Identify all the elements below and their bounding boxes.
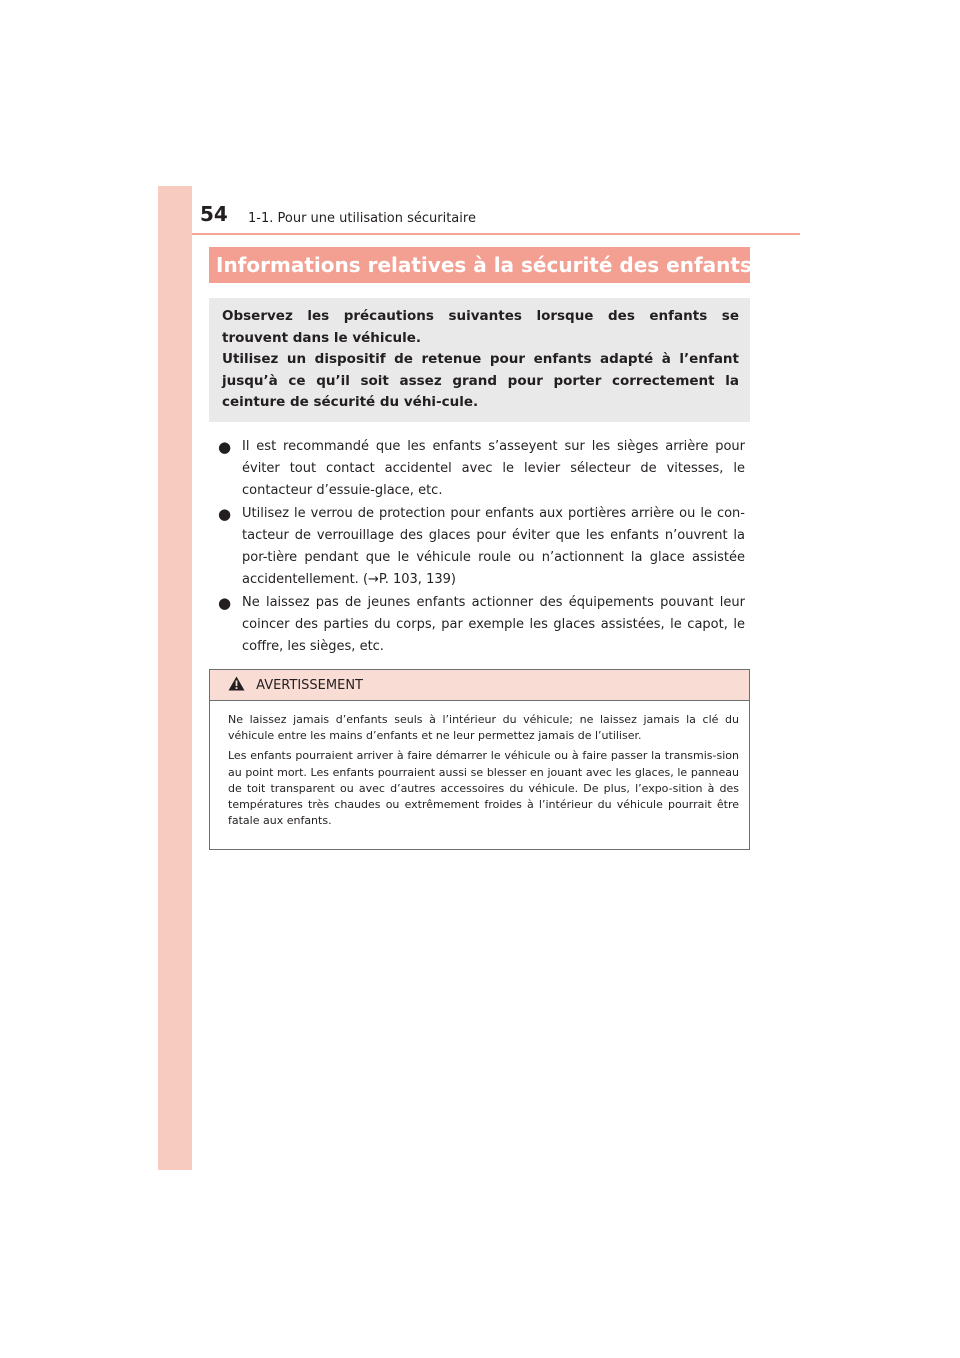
bullet-list [218,436,745,659]
list-item [218,503,745,591]
title-bar [209,247,750,283]
warning-paragraph: Ne laissez jamais d’enfants seuls à l’intérieur du véhicule; ne laissez jamais la clé du véhicule entre les mains d’enfants et ne leur permettez jamais de l’utiliser. [228,713,739,743]
header-rule [192,233,800,235]
intro-paragraph: Observez les précautions suivantes lorsque des enfants se trouvent dans le véhicule. [222,308,739,346]
list-item-text: Il est recommandé que les enfants s’asseyent sur les sièges arrière pour éviter tout contact accidentel avec le levier sélecteur de vitesses, le contacteur d’essuie-glace, etc. [242,439,745,498]
list-item [218,592,745,658]
page-title: Informations relatives à la sécurité des enfants [216,253,752,277]
bullet-icon: ● [218,505,232,523]
bullet-icon: ● [218,594,232,612]
warning-heading: AVERTISSEMENT [256,678,363,693]
intro-box [209,298,750,422]
warning-triangle-icon [228,676,245,697]
warning-header [210,670,749,701]
side-tab-band [158,186,192,1170]
list-item-text: Ne laissez pas de jeunes enfants actionner des équipements pouvant leur coincer des parties du corps, par exemple les glaces assistées, le capot, le coffre, les sièges, etc. [242,595,745,654]
warning-paragraph: Les enfants pourraient arriver à faire démarrer le véhicule ou à faire passer la transmis-sion au point mort. Les enfants pourraient aussi se blesser en jouant avec les glaces, le panneau de toit transparent ou avec d’autres accessoires du véhicule. De plus, l’expo-sition à des températures très chaudes ou extrêmement froides à l’intérieur du véhicule pourrait être fatale aux enfants. [228,749,739,828]
section-label: 1-1. Pour une utilisation sécuritaire [248,211,476,226]
intro-paragraph: Utilisez un dispositif de retenue pour enfants adapté à l’enfant jusqu’à ce qu’il soit assez grand pour porter correctement la ceinture de sécurité du véhi-cule. [222,351,739,410]
list-item-text: Utilisez le verrou de protection pour enfants aux portières arrière ou le con-tacteur de verrouillage des glaces pour éviter que les enfants n’ouvrent la por-tière pendant que le véhicule roule ou n’actionnent la glace assistée accidentellement. (→P. 103, 139) [242,506,745,587]
bullet-icon: ● [218,438,232,456]
warning-body [210,701,749,829]
page-number: 54 [200,202,228,226]
list-item [218,436,745,502]
warning-box [209,669,750,850]
